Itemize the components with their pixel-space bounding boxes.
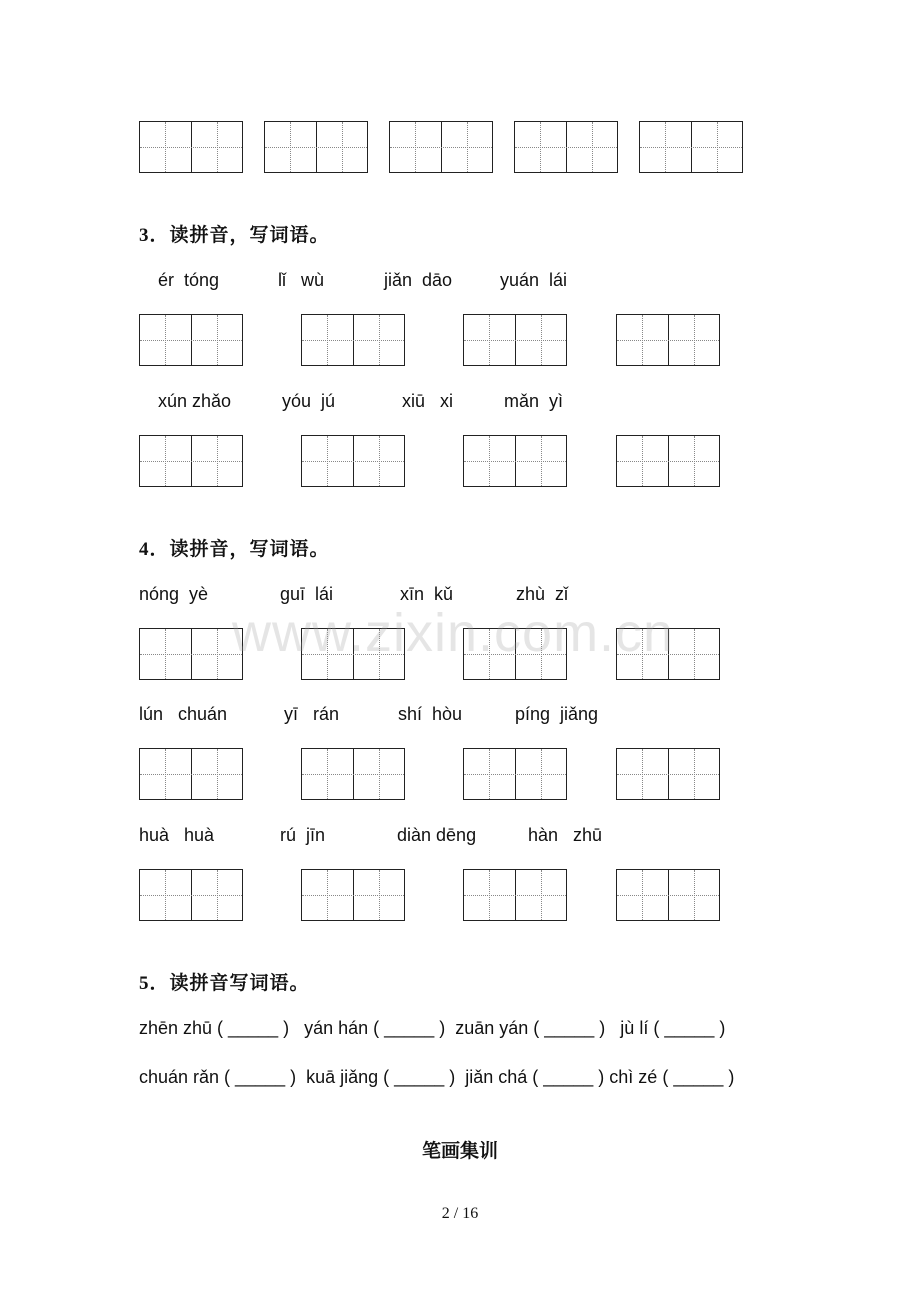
fill-in-line[interactable]: zhēn zhū ( _____ ) yán hán ( _____ ) zuān yán ( _____ ) jù lí ( _____ ) [139,1018,726,1038]
writing-grid[interactable] [264,121,368,173]
pinyin-label: xún zhǎo [158,391,232,411]
section-3-heading: 3．读拼音，写词语。 [139,225,330,246]
pinyin-label: lún chuán [139,704,228,724]
pinyin-label: guī lái [280,584,334,604]
watermark: www.zixin.com.cn [232,603,675,663]
pinyin-label: diàn dēng [397,825,477,845]
writing-grid[interactable] [389,121,493,173]
pinyin-label: mǎn yì [504,391,564,411]
writing-grid[interactable] [139,869,243,921]
pinyin-label: xīn kǔ [400,584,454,604]
pinyin-label: huà huà [139,825,215,845]
pinyin-label: yuán lái [500,270,568,290]
writing-grid[interactable] [616,314,720,366]
writing-grid[interactable] [616,869,720,921]
pinyin-label: yóu jú [282,391,336,411]
section-5-heading: 5．读拼音写词语。 [139,973,310,994]
writing-grid[interactable] [463,314,567,366]
writing-grid[interactable] [301,314,405,366]
page-number: 2 / 16 [441,1205,479,1222]
writing-grid[interactable] [514,121,618,173]
writing-grid[interactable] [301,748,405,800]
pinyin-label: jiǎn dāo [384,270,453,290]
pinyin-label: yī rán [284,704,340,724]
pinyin-label: nóng yè [139,584,209,604]
pinyin-label: xiū xi [402,391,454,411]
writing-grid[interactable] [301,869,405,921]
writing-grid[interactable] [139,628,243,680]
writing-grid[interactable] [139,748,243,800]
writing-grid[interactable] [139,121,243,173]
pinyin-label: hàn zhū [528,825,603,845]
writing-grid[interactable] [639,121,743,173]
writing-grid[interactable] [463,869,567,921]
pinyin-label: ér tóng [158,270,220,290]
writing-grid[interactable] [616,435,720,487]
pinyin-label: rú jīn [280,825,326,845]
pinyin-label: lǐ wù [278,270,325,290]
writing-grid[interactable] [463,748,567,800]
pinyin-label: shí hòu [398,704,463,724]
pinyin-label: píng jiǎng [515,704,599,724]
writing-grid[interactable] [616,748,720,800]
fill-in-line[interactable]: chuán rǎn ( _____ ) kuā jiǎng ( _____ ) jiǎn chá ( _____ ) chì zé ( _____ ) [139,1067,735,1087]
writing-grid[interactable] [463,435,567,487]
pinyin-label: zhù zǐ [516,584,569,604]
next-section-title: 笔画集训 [421,1141,498,1162]
section-4-heading: 4．读拼音，写词语。 [139,539,330,560]
writing-grid[interactable] [139,314,243,366]
writing-grid[interactable] [301,435,405,487]
writing-grid[interactable] [139,435,243,487]
